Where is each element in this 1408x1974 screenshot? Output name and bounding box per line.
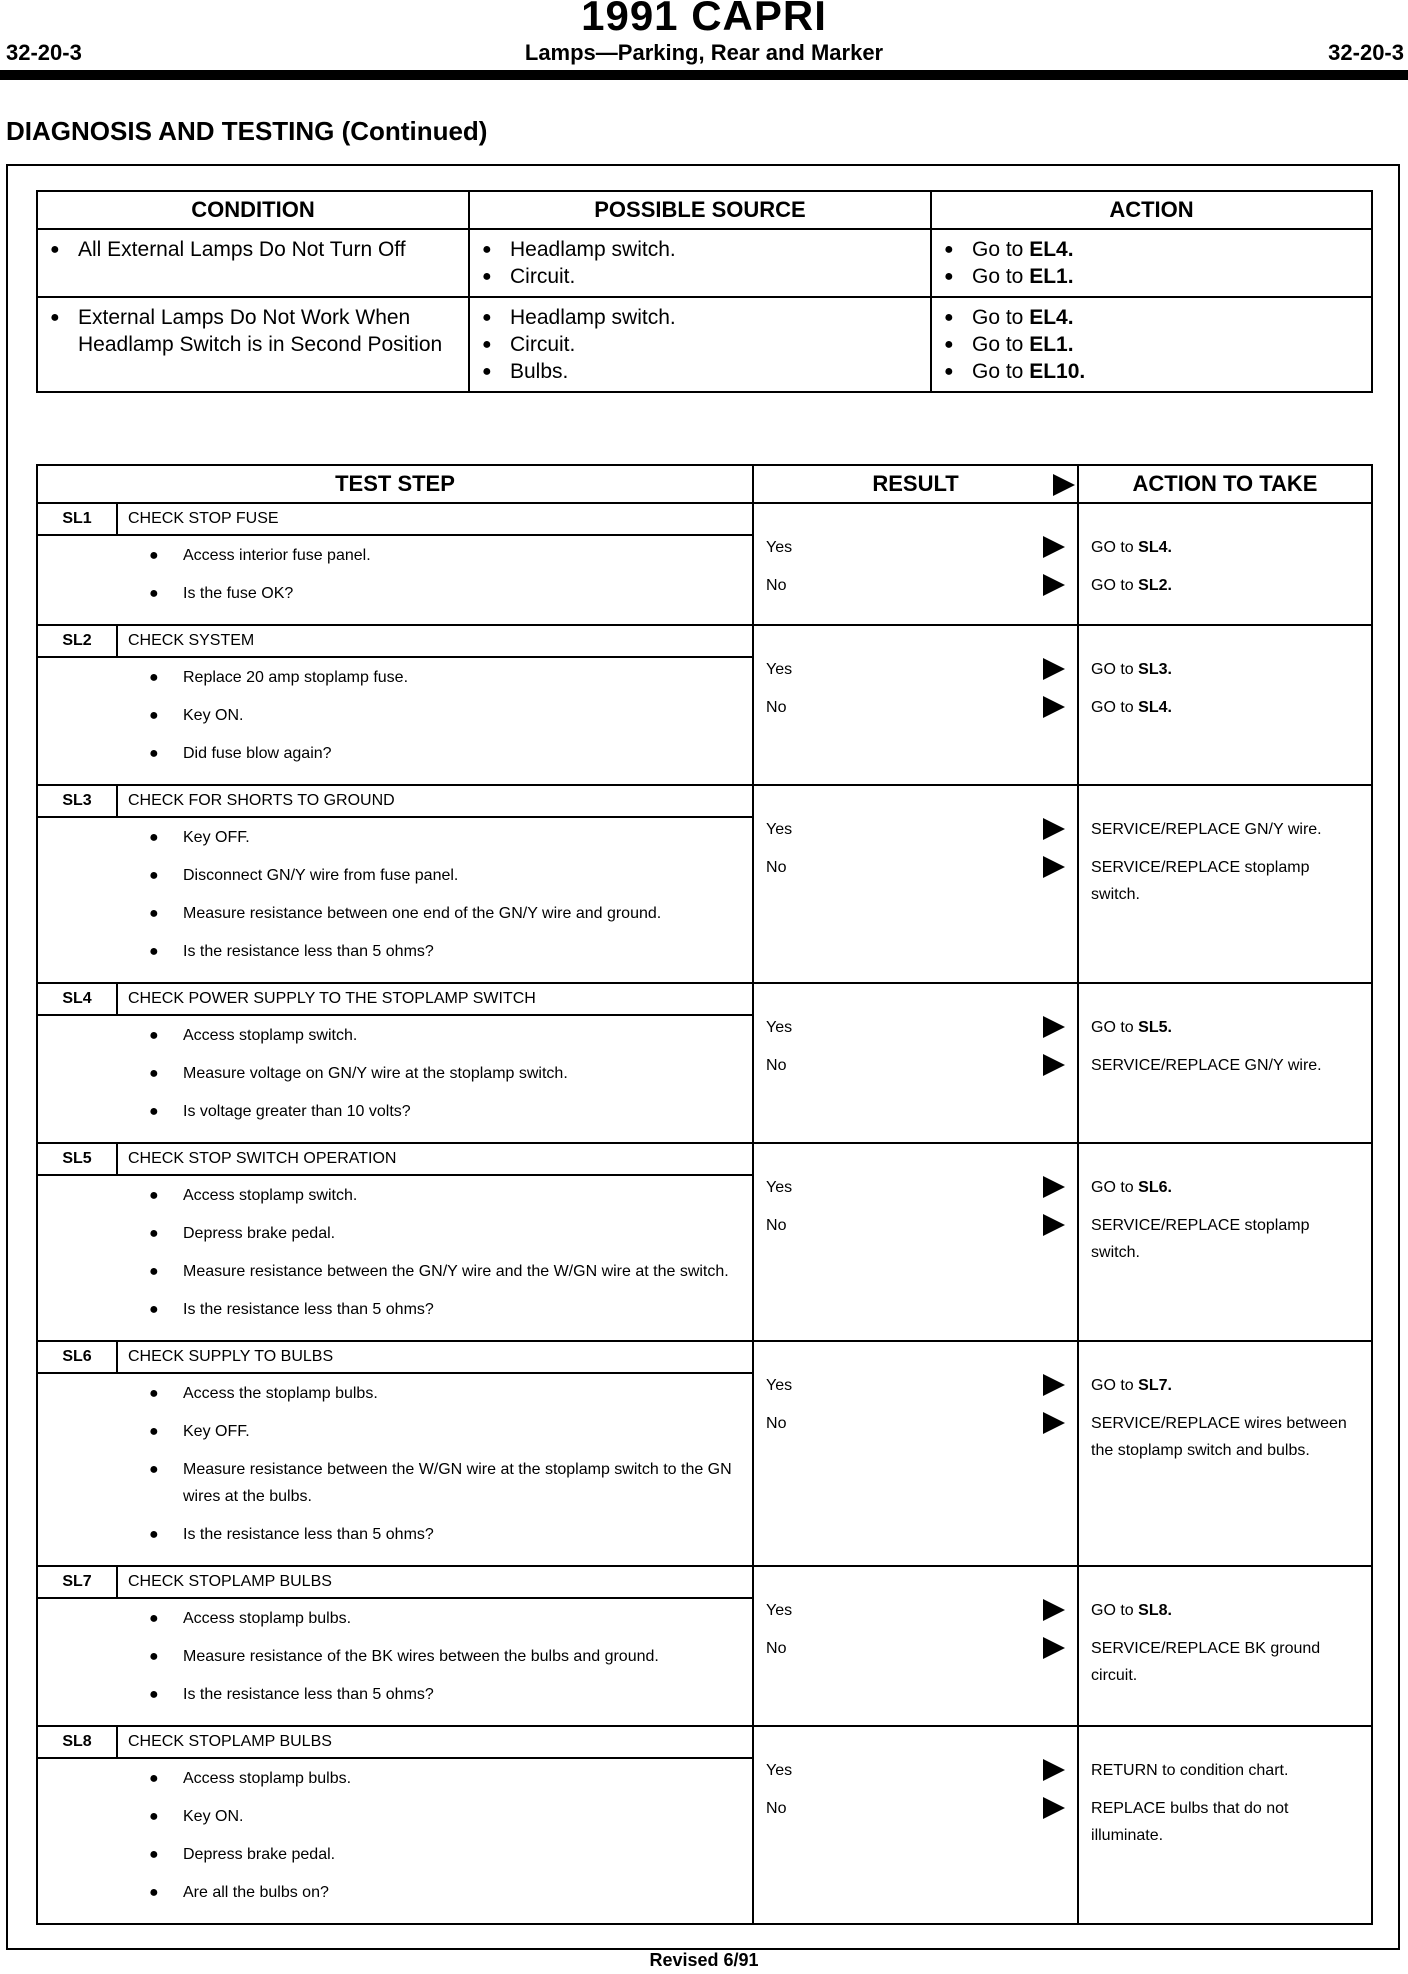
action-ref: SL8.: [1138, 1602, 1172, 1619]
result-row: [766, 694, 1065, 724]
result-header-label: RESULT: [872, 471, 959, 496]
condition-row: [37, 229, 1372, 297]
step-id: SL6: [37, 1341, 117, 1373]
action-ref: SL2.: [1138, 577, 1172, 594]
page-header: [0, 0, 1408, 80]
action-ref: SL4.: [1138, 699, 1172, 716]
result-row: [766, 572, 1065, 602]
step-id-spacer: [37, 1373, 117, 1566]
action-text: SERVICE/REPLACE GN/Y wire.: [1091, 821, 1322, 838]
model-title: 1991 CAPRI: [581, 0, 827, 39]
step-item: ● Is the resistance less than 5 ohms?: [147, 1681, 742, 1708]
arrow-right-icon: [1043, 1797, 1065, 1819]
result-label: Yes: [766, 821, 793, 838]
arrow-right-icon: [1043, 536, 1065, 558]
result-label: Yes: [766, 539, 793, 556]
action-cell: [931, 297, 1372, 392]
result-row: [766, 534, 1065, 564]
result-label: No: [766, 1800, 787, 1817]
result-cell: [753, 785, 1078, 983]
step-item: ● Access stoplamp bulbs.: [147, 1605, 742, 1632]
test-step-header-row: [37, 983, 1372, 1015]
result-cell: [753, 1143, 1078, 1341]
step-items-cell: [117, 657, 753, 785]
step-id: SL3: [37, 785, 117, 817]
result-row: [766, 1795, 1065, 1825]
result-label: No: [766, 1217, 787, 1234]
action-to-take: [1091, 572, 1359, 599]
result-label: Yes: [766, 1602, 793, 1619]
action-to-take: [1091, 816, 1359, 843]
action-to-take: [1091, 1757, 1359, 1784]
step-title: CHECK FOR SHORTS TO GROUND: [117, 785, 753, 817]
arrow-right-icon: [1043, 1412, 1065, 1434]
result-label: Yes: [766, 1762, 793, 1779]
action-to-take: [1091, 1174, 1359, 1201]
header-arrow-icon: [1053, 474, 1075, 496]
step-item: ● Is the fuse OK?: [147, 580, 742, 607]
result-cell: [753, 983, 1078, 1143]
step-title: CHECK POWER SUPPLY TO THE STOPLAMP SWITCH: [117, 983, 753, 1015]
revision-note: Revised 6/91: [649, 1950, 759, 1970]
result-row: [766, 1597, 1065, 1627]
action-to-take-cell: [1078, 1726, 1372, 1924]
action-to-take-cell: [1078, 1143, 1372, 1341]
result-cell: [753, 1341, 1078, 1566]
result-row: [766, 1372, 1065, 1402]
result-label: No: [766, 1415, 787, 1432]
step-item: ● Disconnect GN/Y wire from fuse panel.: [147, 862, 742, 889]
arrow-right-icon: [1043, 1637, 1065, 1659]
action-to-take: [1091, 1212, 1359, 1266]
result-label: No: [766, 1640, 787, 1657]
step-items-list: [147, 824, 742, 965]
result-row: [766, 1212, 1065, 1242]
step-id-spacer: [37, 1758, 117, 1924]
test-table-body: [37, 503, 1372, 1924]
action-ref: SL5.: [1138, 1019, 1172, 1036]
step-item: ● Is voltage greater than 10 volts?: [147, 1098, 742, 1125]
action-text: RETURN to condition chart.: [1091, 1762, 1289, 1779]
result-row: [766, 1635, 1065, 1665]
step-items-list: [147, 542, 742, 607]
col-header-source: POSSIBLE SOURCE: [469, 191, 931, 229]
test-step-table: [36, 464, 1373, 1925]
test-step-header-row: [37, 1143, 1372, 1175]
step-items-cell: [117, 535, 753, 625]
action-ref: EL1.: [1029, 265, 1074, 288]
col-header-result: [753, 465, 1078, 503]
action-text: REPLACE bulbs that do not illuminate.: [1091, 1800, 1289, 1844]
step-item: ● Key ON.: [147, 702, 742, 729]
step-items-list: [147, 1380, 742, 1548]
action-prefix: Go to: [972, 306, 1030, 329]
arrow-right-icon: [1043, 1374, 1065, 1396]
step-id-spacer: [37, 1175, 117, 1341]
step-id-spacer: [37, 1015, 117, 1143]
step-title: CHECK SUPPLY TO BULBS: [117, 1341, 753, 1373]
action-text: SERVICE/REPLACE stoplamp switch.: [1091, 1217, 1310, 1261]
result-label: No: [766, 577, 787, 594]
test-step-header-row: [37, 503, 1372, 535]
action-text: SERVICE/REPLACE GN/Y wire.: [1091, 1057, 1322, 1074]
step-item: ● Access interior fuse panel.: [147, 542, 742, 569]
result-row: [766, 1014, 1065, 1044]
step-id: SL1: [37, 503, 117, 535]
condition-row: [37, 297, 1372, 392]
action-text: SERVICE/REPLACE BK ground circuit.: [1091, 1640, 1321, 1684]
action-ref: SL4.: [1138, 539, 1172, 556]
action-text: GO to: [1091, 1377, 1139, 1394]
step-item: ● Replace 20 amp stoplamp fuse.: [147, 664, 742, 691]
action-ref: SL7.: [1138, 1377, 1172, 1394]
action-text: SERVICE/REPLACE stoplamp switch.: [1091, 859, 1310, 903]
arrow-right-icon: [1043, 658, 1065, 680]
step-item: ● Is the resistance less than 5 ohms?: [147, 938, 742, 965]
arrow-right-icon: [1043, 574, 1065, 596]
step-items-list: [147, 1765, 742, 1906]
action-text: GO to: [1091, 1602, 1139, 1619]
condition-table: [36, 190, 1373, 393]
action-text: GO to: [1091, 1019, 1139, 1036]
step-item: ● Access stoplamp switch.: [147, 1022, 742, 1049]
result-row: [766, 816, 1065, 846]
step-item: ● Access stoplamp switch.: [147, 1182, 742, 1209]
condition-list: [48, 236, 458, 263]
result-cell: [753, 1566, 1078, 1726]
step-id-spacer: [37, 535, 117, 625]
step-title: CHECK STOPLAMP BULBS: [117, 1566, 753, 1598]
step-item: ● Key OFF.: [147, 1418, 742, 1445]
result-label: Yes: [766, 1019, 793, 1036]
action-text: GO to: [1091, 577, 1139, 594]
result-label: Yes: [766, 1377, 793, 1394]
arrow-right-icon: [1043, 1759, 1065, 1781]
arrow-right-icon: [1043, 1054, 1065, 1076]
source-item: ● Circuit.: [480, 331, 920, 358]
step-id: SL7: [37, 1566, 117, 1598]
test-step-header-row: [37, 625, 1372, 657]
action-to-take: [1091, 1795, 1359, 1849]
step-item: ● Access stoplamp bulbs.: [147, 1765, 742, 1792]
header-rule: [0, 70, 1408, 80]
action-to-take: [1091, 694, 1359, 721]
result-row: [766, 1757, 1065, 1787]
action-text: GO to: [1091, 1179, 1139, 1196]
step-id: SL2: [37, 625, 117, 657]
step-item: ● Key ON.: [147, 1803, 742, 1830]
arrow-right-icon: [1043, 856, 1065, 878]
action-to-take-cell: [1078, 1341, 1372, 1566]
step-title: CHECK STOP FUSE: [117, 503, 753, 535]
result-row: [766, 1174, 1065, 1204]
result-cell: [753, 1726, 1078, 1924]
step-item: ● Did fuse blow again?: [147, 740, 742, 767]
test-table-header: [37, 465, 1372, 503]
col-header-action: ACTION: [931, 191, 1372, 229]
source-cell: [469, 229, 931, 297]
step-title: CHECK STOPLAMP BULBS: [117, 1726, 753, 1758]
section-subtitle: Lamps—Parking, Rear and Marker: [524, 40, 884, 65]
result-cell: [753, 503, 1078, 625]
action-item: [942, 358, 1361, 385]
step-item: ● Measure resistance between the W/GN wire at the stoplamp switch to the GN wires at the bulbs.: [147, 1456, 742, 1510]
test-step-header-row: [37, 1341, 1372, 1373]
action-to-take-cell: [1078, 625, 1372, 785]
step-items-list: [147, 664, 742, 767]
step-items-list: [147, 1022, 742, 1125]
action-to-take: [1091, 1372, 1359, 1399]
step-item: ● Measure voltage on GN/Y wire at the stoplamp switch.: [147, 1060, 742, 1087]
col-header-action-to-take: ACTION TO TAKE: [1078, 465, 1372, 503]
action-item: [942, 263, 1361, 290]
step-items-cell: [117, 817, 753, 983]
arrow-right-icon: [1043, 696, 1065, 718]
condition-table-header: [37, 191, 1372, 229]
step-title: CHECK STOP SWITCH OPERATION: [117, 1143, 753, 1175]
action-prefix: Go to: [972, 265, 1030, 288]
step-item: ● Are all the bulbs on?: [147, 1879, 742, 1906]
source-list: [480, 304, 920, 385]
action-to-take: [1091, 1052, 1359, 1079]
step-item: ● Depress brake pedal.: [147, 1841, 742, 1868]
action-to-take: [1091, 854, 1359, 908]
action-prefix: Go to: [972, 238, 1030, 261]
action-to-take: [1091, 1597, 1359, 1624]
condition-text: ● External Lamps Do Not Work When Headlamp Switch is in Second Position: [48, 304, 458, 358]
step-item: ● Key OFF.: [147, 824, 742, 851]
step-item: ● Measure resistance between the GN/Y wire and the W/GN wire at the switch.: [147, 1258, 742, 1285]
action-to-take-cell: [1078, 983, 1372, 1143]
source-item: ● Bulbs.: [480, 358, 920, 385]
action-prefix: Go to: [972, 360, 1030, 383]
arrow-right-icon: [1043, 1599, 1065, 1621]
result-row: [766, 854, 1065, 884]
step-id: SL5: [37, 1143, 117, 1175]
arrow-right-icon: [1043, 1176, 1065, 1198]
source-cell: [469, 297, 931, 392]
result-row: [766, 656, 1065, 686]
step-id: SL4: [37, 983, 117, 1015]
step-id-spacer: [37, 1598, 117, 1726]
arrow-right-icon: [1043, 818, 1065, 840]
step-item: ● Measure resistance between one end of the GN/Y wire and ground.: [147, 900, 742, 927]
test-step-header-row: [37, 785, 1372, 817]
result-label: Yes: [766, 1179, 793, 1196]
action-text: GO to: [1091, 661, 1139, 678]
step-items-cell: [117, 1015, 753, 1143]
action-text: GO to: [1091, 539, 1139, 556]
result-label: No: [766, 1057, 787, 1074]
result-cell: [753, 625, 1078, 785]
action-to-take-cell: [1078, 785, 1372, 983]
step-id-spacer: [37, 817, 117, 983]
action-ref: EL1.: [1029, 333, 1074, 356]
action-ref: SL3.: [1138, 661, 1172, 678]
step-id: SL8: [37, 1726, 117, 1758]
action-ref: SL6.: [1138, 1179, 1172, 1196]
condition-cell: [37, 297, 469, 392]
action-text: GO to: [1091, 699, 1139, 716]
step-items-list: [147, 1182, 742, 1323]
step-items-cell: [117, 1598, 753, 1726]
action-list: [942, 304, 1361, 385]
source-item: ● Headlamp switch.: [480, 304, 920, 331]
test-step-header-row: [37, 1726, 1372, 1758]
source-item: ● Circuit.: [480, 263, 920, 290]
action-item: [942, 236, 1361, 263]
action-to-take: [1091, 656, 1359, 683]
arrow-right-icon: [1043, 1016, 1065, 1038]
condition-table-body: [37, 229, 1372, 392]
result-row: [766, 1052, 1065, 1082]
col-header-condition: CONDITION: [37, 191, 469, 229]
action-list: [942, 236, 1361, 290]
action-to-take-cell: [1078, 503, 1372, 625]
source-list: [480, 236, 920, 290]
condition-text: ● All External Lamps Do Not Turn Off: [48, 236, 458, 263]
action-item: [942, 331, 1361, 358]
condition-list: [48, 304, 458, 358]
step-title: CHECK SYSTEM: [117, 625, 753, 657]
action-ref: EL4.: [1029, 306, 1074, 329]
step-item: ● Is the resistance less than 5 ohms?: [147, 1296, 742, 1323]
action-to-take: [1091, 1410, 1359, 1464]
action-to-take-cell: [1078, 1566, 1372, 1726]
arrow-right-icon: [1043, 1214, 1065, 1236]
col-header-test-step: TEST STEP: [37, 465, 753, 503]
step-item: ● Access the stoplamp bulbs.: [147, 1380, 742, 1407]
result-row: [766, 1410, 1065, 1440]
action-to-take: [1091, 534, 1359, 561]
result-label: No: [766, 859, 787, 876]
page-number-left: 32-20-3: [6, 40, 82, 65]
step-item: ● Measure resistance of the BK wires between the bulbs and ground.: [147, 1643, 742, 1670]
test-step-header-row: [37, 1566, 1372, 1598]
step-item: ● Is the resistance less than 5 ohms?: [147, 1521, 742, 1548]
result-label: No: [766, 699, 787, 716]
action-text: SERVICE/REPLACE wires between the stoplamp switch and bulbs.: [1091, 1415, 1347, 1459]
section-title: DIAGNOSIS AND TESTING (Continued): [6, 116, 488, 146]
page-number-right: 32-20-3: [1328, 40, 1404, 65]
action-to-take: [1091, 1635, 1359, 1689]
step-item: ● Depress brake pedal.: [147, 1220, 742, 1247]
action-item: [942, 304, 1361, 331]
action-ref: EL4.: [1029, 238, 1074, 261]
step-id-spacer: [37, 657, 117, 785]
action-prefix: Go to: [972, 333, 1030, 356]
action-to-take: [1091, 1014, 1359, 1041]
step-items-cell: [117, 1758, 753, 1924]
result-label: Yes: [766, 661, 793, 678]
action-ref: EL10.: [1029, 360, 1086, 383]
step-items-cell: [117, 1175, 753, 1341]
action-cell: [931, 229, 1372, 297]
condition-cell: [37, 229, 469, 297]
source-item: ● Headlamp switch.: [480, 236, 920, 263]
step-items-list: [147, 1605, 742, 1708]
step-items-cell: [117, 1373, 753, 1566]
